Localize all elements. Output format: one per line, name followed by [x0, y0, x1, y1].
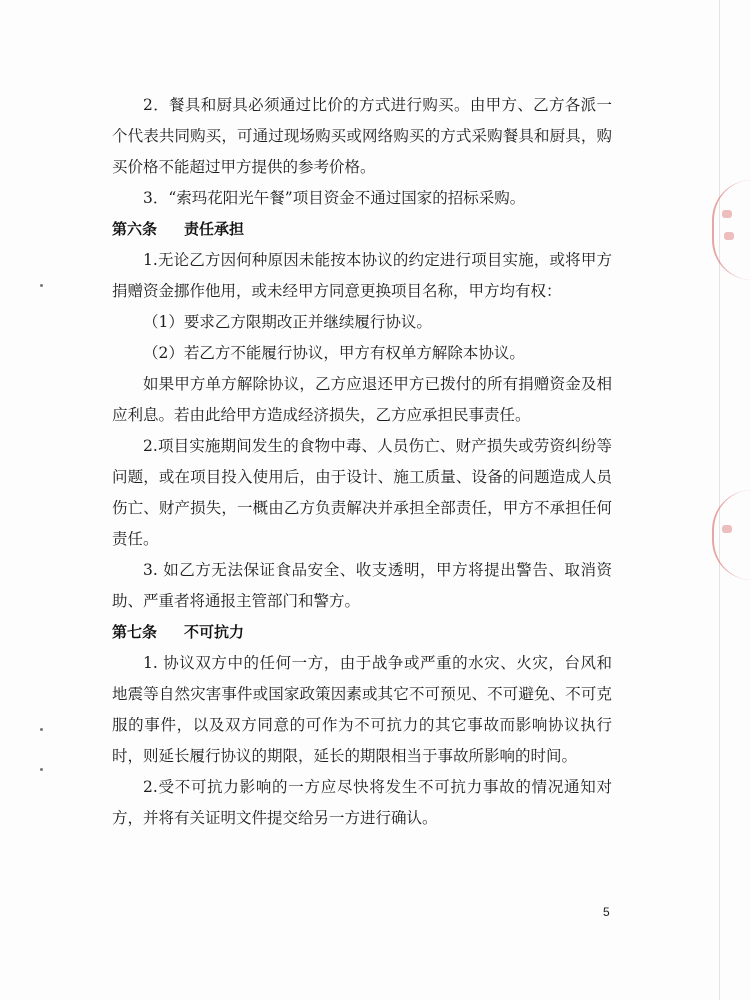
scan-speck — [40, 768, 43, 771]
article-number: 第七条 — [112, 623, 158, 641]
paragraph: 2.项目实施期间发生的食物中毒、人员伤亡、财产损失或劳资纠纷等问题，或在项目投入使用后，由于设计、施工质量、设备的问题造成人员伤亡、财产损失，一概由乙方负责解决并承担全部责任，甲方不承担任何责任。 — [112, 437, 612, 548]
article-number: 第六条 — [112, 220, 158, 238]
article-title: 不可抗力 — [184, 623, 245, 641]
seal-stamp-fragment-bottom — [712, 490, 750, 580]
paragraph: 1.无论乙方因何种原因未能按本协议的约定进行项目实施，或将甲方捐赠资金挪作他用，或未经甲方同意更换项目名称，甲方均有权： — [112, 251, 612, 300]
paragraph: 2.受不可抗力影响的一方应尽快将发生不可抗力事故的情况通知对方，并将有关证明文件提交给另一方进行确认。 — [112, 778, 612, 827]
seal-stamp-mark — [722, 210, 732, 218]
sub-clause: （1）要求乙方限期改正并继续履行协议。 — [143, 313, 432, 331]
paragraph: 3．“索玛花阳光午餐”项目资金不通过国家的招标采购。 — [143, 189, 526, 207]
scan-speck — [40, 284, 43, 287]
seal-stamp-mark — [722, 525, 732, 533]
article-title: 责任承担 — [184, 220, 245, 238]
paragraph: 2．餐具和厨具必须通过比价的方式进行购买。由甲方、乙方各派一个代表共同购买，可通过现场购买或网络购买的方式采购餐具和厨具，购买价格不能超过甲方提供的参考价格。 — [112, 96, 612, 176]
article-heading — [112, 214, 612, 245]
document-body — [112, 90, 612, 834]
seal-stamp-fragment-top — [712, 180, 750, 280]
paragraph: 1. 协议双方中的任何一方，由于战争或严重的水灾、火灾，台风和地震等自然灾害事件或国家政策因素或其它不可预见、不可避免、不可克服的事件，以及双方同意的可作为不可抗力的其它事故而影响协议执行时，则延长履行协议的期限，延长的期限相当于事故所影响的时间。 — [112, 654, 612, 765]
page-number: 5 — [603, 905, 610, 919]
sub-clause: （2）若乙方不能履行协议，甲方有权单方解除本协议。 — [143, 344, 525, 362]
scan-speck — [40, 728, 43, 731]
paragraph: 3. 如乙方无法保证食品安全、收支透明，甲方将提出警告、取消资助、严重者将通报主管部门和警方。 — [112, 561, 612, 610]
seal-stamp-mark — [724, 232, 734, 240]
paragraph: 如果甲方单方解除协议，乙方应退还甲方已拨付的所有捐赠资金及相应利息。若由此给甲方造成经济损失，乙方应承担民事责任。 — [112, 375, 612, 424]
article-heading — [112, 617, 612, 648]
page-edge-line — [719, 0, 720, 1000]
